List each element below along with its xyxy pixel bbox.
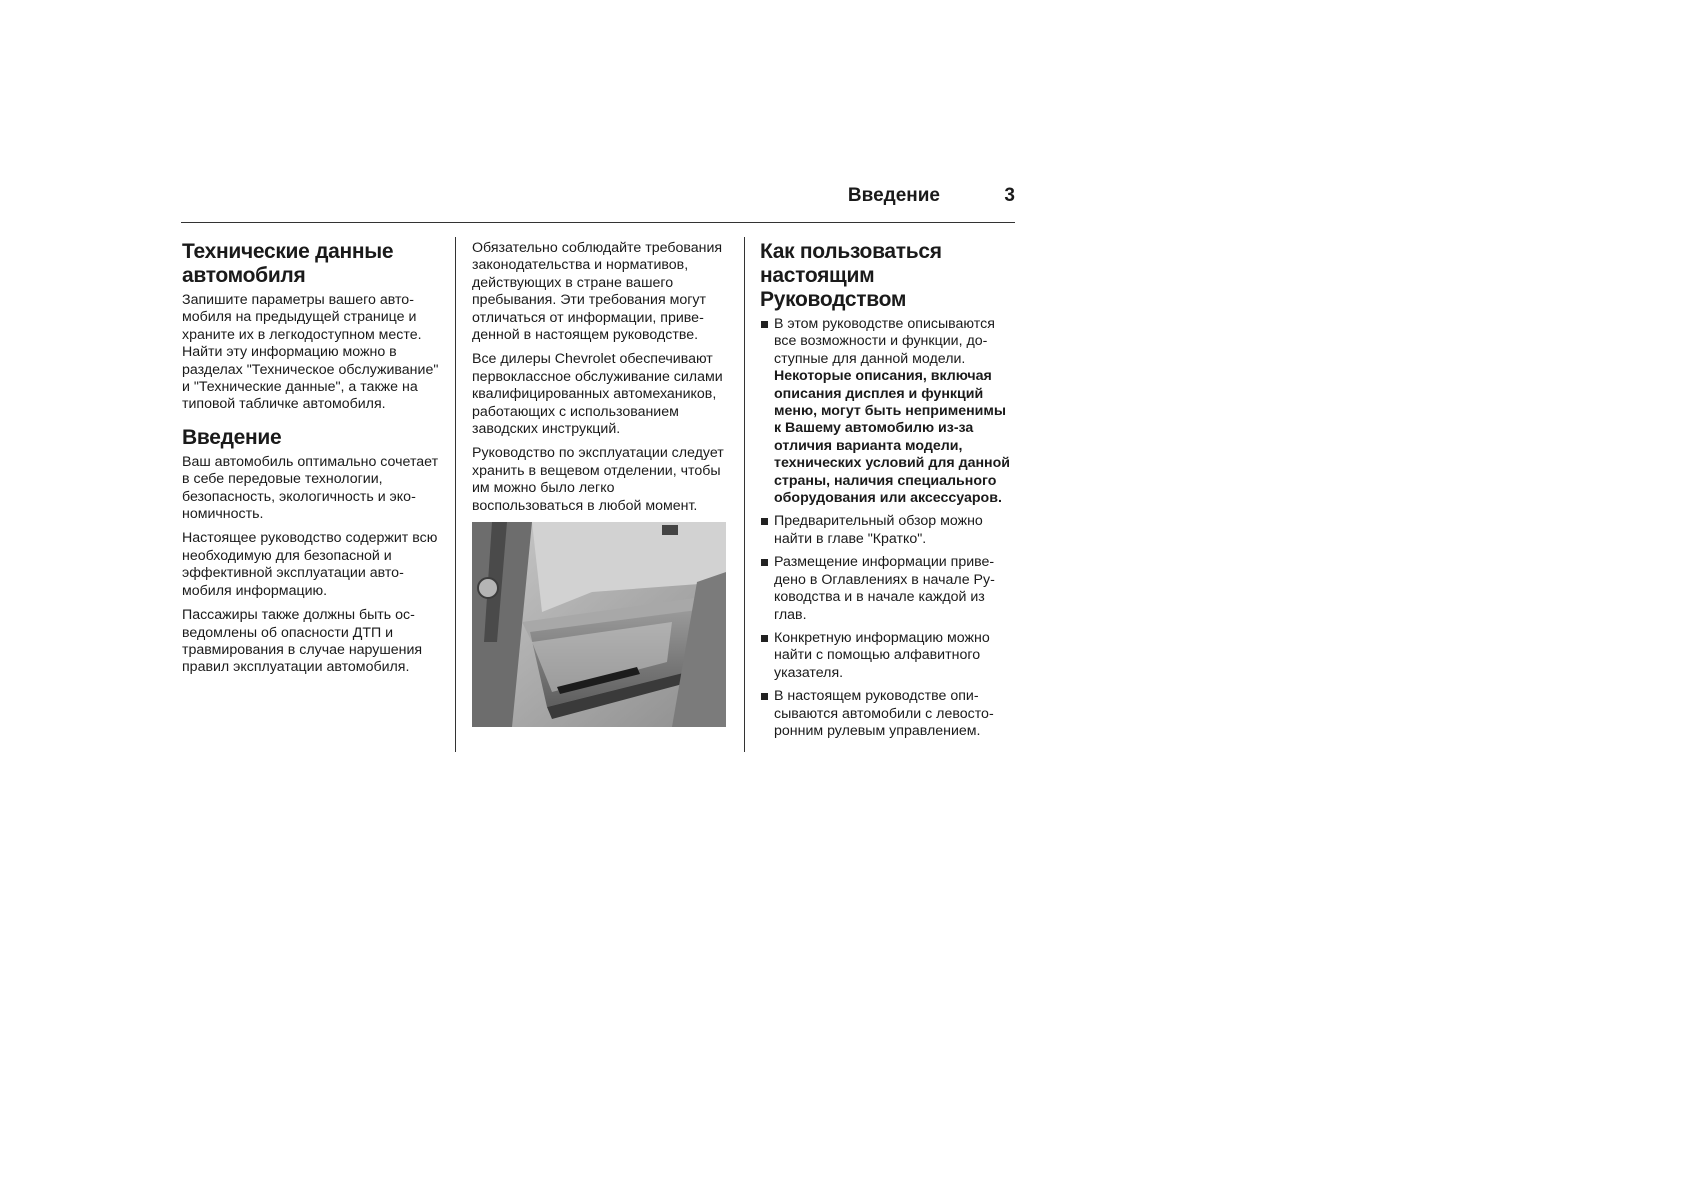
paragraph: Руководство по эксплуатации следует хранить в вещевом отделении, чтобы им можно было легко воспользоваться в любой момент. xyxy=(472,445,724,514)
bullet-square-icon xyxy=(761,635,768,642)
glovebox-photo xyxy=(472,522,726,727)
list-item-bold-text: Некоторые описания, включая описания дисплея и функций меню, могут быть неприменимы к Вашему автомобилю из-за отличия варианта модели, технических условий для данной страны, наличия специального оборудования или аксессуаров. xyxy=(774,368,1011,507)
list-item-text: Предварительный обзор можно найти в главе "Кратко". xyxy=(774,513,983,547)
list-item-text: Конкретную информацию можно найти с помощью алфавитного указателя. xyxy=(774,629,990,681)
paragraph: Обязательно соблюдайте требования законодательства и нормативов, действующих в стране вашего пребывания. Эти требования могут отличаться от информации, приведенной в настоящем руководстве. xyxy=(472,240,723,344)
list-item xyxy=(760,630,1016,682)
paragraph: Ваш автомобиль оптимально сочетает в себе передовые технологии, безопасность, экологичность и экономичность. xyxy=(182,453,439,523)
list-item xyxy=(760,513,1016,548)
list-item xyxy=(760,554,1016,624)
header-section-title: Введение xyxy=(847,185,940,206)
list-item-text: В настоящем руководстве описываются автомобили с левосторонним рулевым управлением. xyxy=(774,688,994,739)
column-2 xyxy=(472,240,728,727)
page-header xyxy=(181,182,1015,223)
heading-how-to-use: Как пользоваться настоящим Руководством xyxy=(760,240,942,311)
bullet-list xyxy=(760,316,1016,740)
heading-technical-data: Технические данные автомобиля xyxy=(182,240,394,287)
column-3 xyxy=(760,240,1016,746)
list-item-text: В этом руководстве описываются все возможности и функции, доступные для данной модели. xyxy=(774,316,995,367)
list-item xyxy=(760,688,1016,740)
column-1 xyxy=(182,240,440,684)
column-divider xyxy=(455,237,456,752)
paragraph: Настоящее руководство содержит всю необходимую для безопасной и эффективной эксплуатации автомобиля информацию. xyxy=(182,530,438,599)
bullet-square-icon xyxy=(761,321,768,328)
list-item-text: Размещение информации приведено в Оглавлениях в начале Руководства и в начале каждой из глав. xyxy=(774,554,995,623)
paragraph: Все дилеры Chevrolet обеспечивают первоклассное обслуживание силами квалифицированных автомехаников, работающих с использованием заводских инструкций. xyxy=(472,351,723,438)
page-number: 3 xyxy=(1004,185,1015,206)
heading-introduction: Введение xyxy=(182,425,282,449)
column-divider xyxy=(744,237,745,752)
paragraph: Запишите параметры вашего автомобиля на предыдущей странице и храните их в легкодоступном месте. Найти эту информацию можно в разделах "Техническое обслуживание" и "Технические данные", а также на типовой табличке автомобиля. xyxy=(182,292,439,413)
list-item xyxy=(760,316,1016,507)
paragraph: Пассажиры также должны быть осведомлены об опасности ДТП и травмирования в случае нарушения правил эксплуатации автомобиля. xyxy=(182,607,423,676)
bullet-square-icon xyxy=(761,559,768,566)
bullet-square-icon xyxy=(761,693,768,700)
bullet-square-icon xyxy=(761,518,768,525)
